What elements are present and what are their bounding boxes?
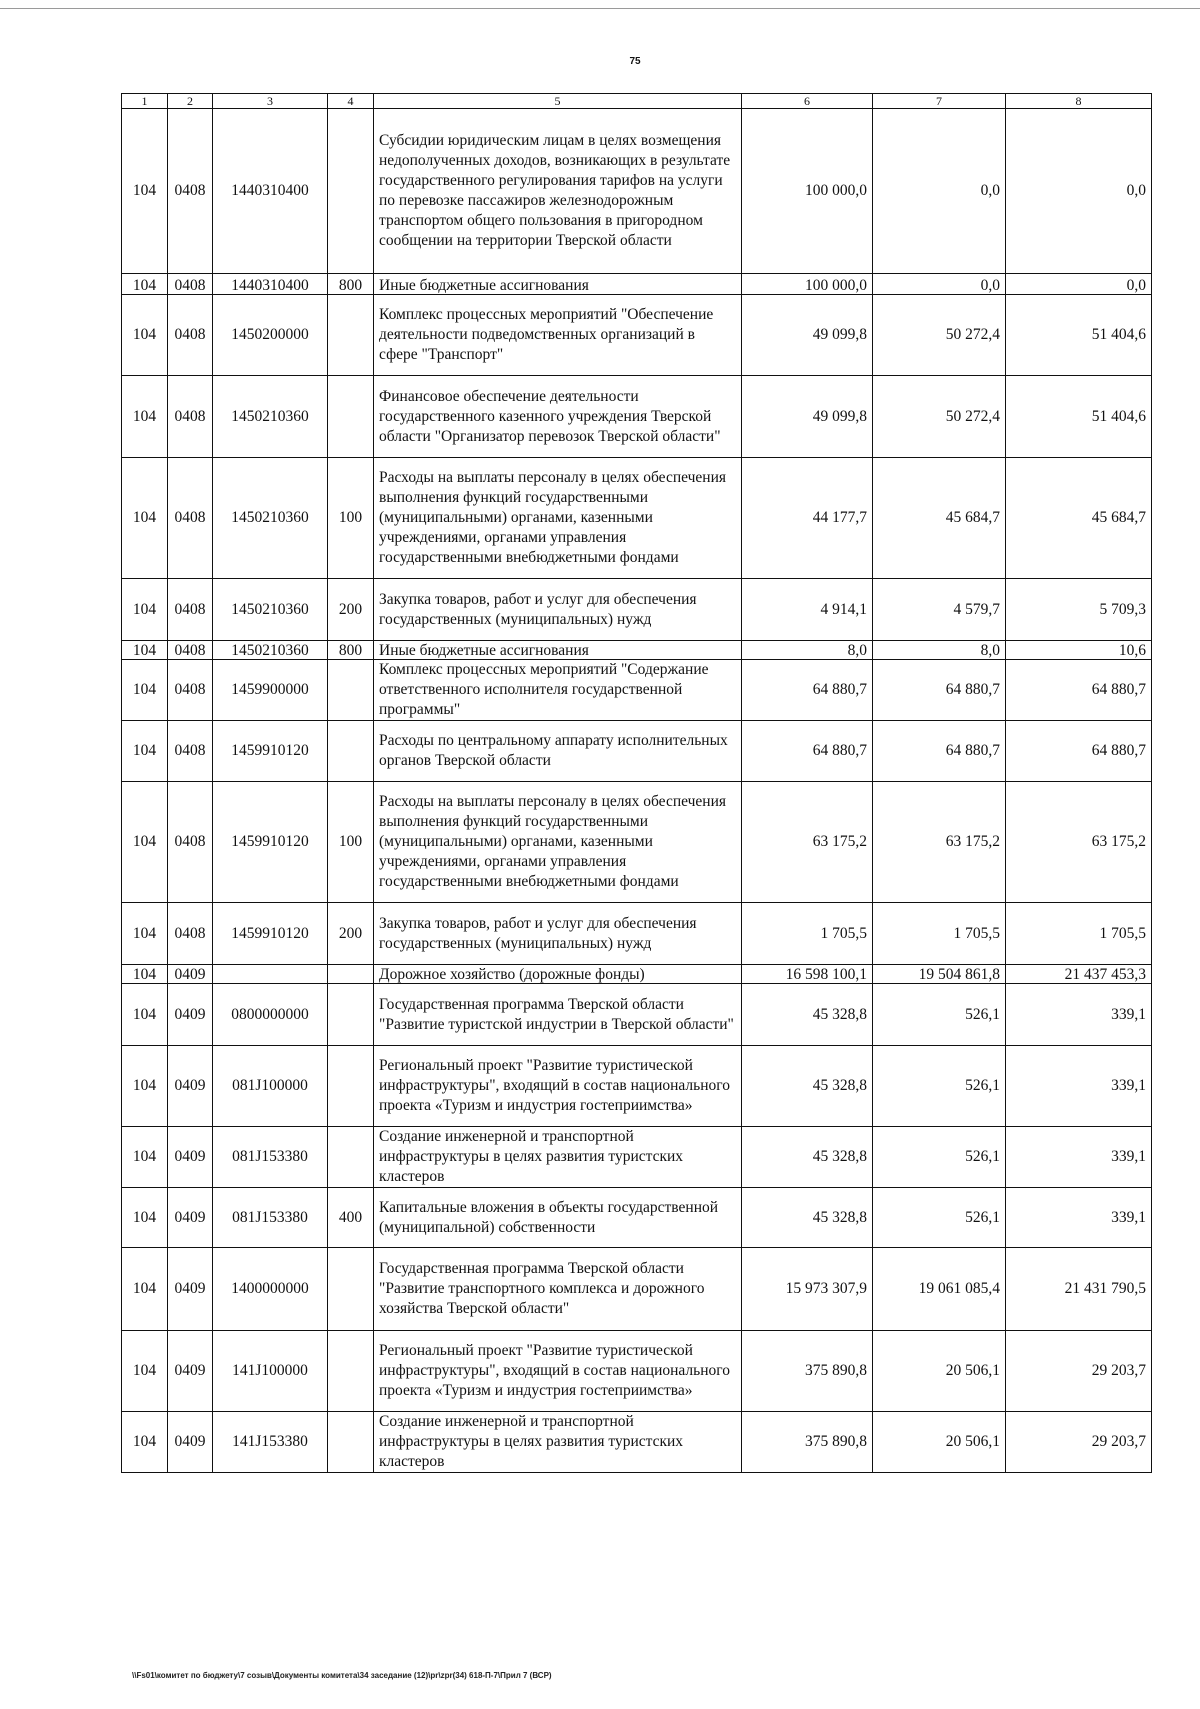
- table-row: [122, 1412, 1152, 1473]
- expense-type-cell: [328, 984, 374, 1046]
- target-article-cell: 081J100000: [213, 1046, 328, 1127]
- expense-type-cell: [328, 376, 374, 458]
- amount-year1-cell: 15 973 307,9: [742, 1248, 873, 1331]
- amount-year3-cell: 51 404,6: [1006, 295, 1152, 376]
- amount-year2-cell: 526,1: [873, 1127, 1006, 1188]
- table-row: [122, 782, 1152, 903]
- expense-type-cell: 100: [328, 782, 374, 903]
- page-number: 75: [629, 56, 641, 67]
- row-code-cell: 104: [122, 109, 168, 274]
- target-article-cell: 141J153380: [213, 1412, 328, 1473]
- row-code-cell: 104: [122, 1127, 168, 1188]
- amount-year2-cell: 8,0: [873, 641, 1006, 660]
- amount-year3-cell: 51 404,6: [1006, 376, 1152, 458]
- target-article-cell: 1450210360: [213, 458, 328, 579]
- section-code-cell: 0409: [168, 965, 213, 984]
- section-code-cell: 0408: [168, 458, 213, 579]
- row-code-cell: 104: [122, 458, 168, 579]
- row-code-cell: 104: [122, 579, 168, 641]
- amount-year1-cell: 375 890,8: [742, 1412, 873, 1473]
- amount-year2-cell: 45 684,7: [873, 458, 1006, 579]
- expense-type-cell: [328, 1046, 374, 1127]
- column-header: 6: [742, 94, 873, 109]
- amount-year1-cell: 49 099,8: [742, 295, 873, 376]
- table-row: [122, 641, 1152, 660]
- description-cell: Создание инженерной и транспортной инфраструктуры в целях развития туристских кластеров: [374, 1412, 742, 1473]
- amount-year1-cell: 4 914,1: [742, 579, 873, 641]
- row-code-cell: 104: [122, 965, 168, 984]
- table-row: [122, 965, 1152, 984]
- amount-year2-cell: 526,1: [873, 984, 1006, 1046]
- amount-year3-cell: 21 437 453,3: [1006, 965, 1152, 984]
- row-code-cell: 104: [122, 295, 168, 376]
- amount-year3-cell: 64 880,7: [1006, 721, 1152, 782]
- table-row: [122, 376, 1152, 458]
- scan-edge-line: [0, 8, 1200, 9]
- target-article-cell: 1459900000: [213, 660, 328, 721]
- section-code-cell: 0408: [168, 903, 213, 965]
- table-row: [122, 274, 1152, 295]
- row-code-cell: 104: [122, 721, 168, 782]
- amount-year2-cell: 19 504 861,8: [873, 965, 1006, 984]
- row-code-cell: 104: [122, 660, 168, 721]
- amount-year3-cell: 339,1: [1006, 984, 1152, 1046]
- expense-type-cell: [328, 1331, 374, 1412]
- section-code-cell: 0409: [168, 1248, 213, 1331]
- table-row: [122, 984, 1152, 1046]
- amount-year2-cell: 4 579,7: [873, 579, 1006, 641]
- table-row: [122, 903, 1152, 965]
- column-header: 4: [328, 94, 374, 109]
- column-header-row: [122, 94, 1152, 109]
- expense-type-cell: [328, 660, 374, 721]
- section-code-cell: 0408: [168, 641, 213, 660]
- table-row: [122, 1331, 1152, 1412]
- target-article-cell: 1459910120: [213, 721, 328, 782]
- row-code-cell: 104: [122, 1248, 168, 1331]
- amount-year2-cell: 50 272,4: [873, 295, 1006, 376]
- column-header: 7: [873, 94, 1006, 109]
- description-cell: Субсидии юридическим лицам в целях возмещения недополученных доходов, возникающих в результате государственного регулирования тарифов на услуги по перевозке пассажиров железнодорожным транспортом общего пользования в пригородном сообщении на территории Тверской области: [374, 109, 742, 274]
- amount-year1-cell: 8,0: [742, 641, 873, 660]
- section-code-cell: 0408: [168, 376, 213, 458]
- amount-year3-cell: 0,0: [1006, 274, 1152, 295]
- target-article-cell: [213, 965, 328, 984]
- expense-type-cell: [328, 1127, 374, 1188]
- target-article-cell: 081J153380: [213, 1127, 328, 1188]
- amount-year3-cell: 339,1: [1006, 1046, 1152, 1127]
- expense-type-cell: [328, 1248, 374, 1331]
- column-header: 8: [1006, 94, 1152, 109]
- amount-year2-cell: 63 175,2: [873, 782, 1006, 903]
- amount-year3-cell: 339,1: [1006, 1188, 1152, 1248]
- table-row: [122, 721, 1152, 782]
- table-row: [122, 109, 1152, 274]
- target-article-cell: 1450210360: [213, 376, 328, 458]
- column-header: 2: [168, 94, 213, 109]
- target-article-cell: 1459910120: [213, 782, 328, 903]
- amount-year3-cell: 1 705,5: [1006, 903, 1152, 965]
- amount-year1-cell: 64 880,7: [742, 721, 873, 782]
- expense-type-cell: 200: [328, 903, 374, 965]
- section-code-cell: 0409: [168, 1127, 213, 1188]
- amount-year3-cell: 5 709,3: [1006, 579, 1152, 641]
- row-code-cell: 104: [122, 984, 168, 1046]
- amount-year2-cell: 20 506,1: [873, 1412, 1006, 1473]
- description-cell: Создание инженерной и транспортной инфраструктуры в целях развития туристских кластеров: [374, 1127, 742, 1188]
- amount-year2-cell: 526,1: [873, 1188, 1006, 1248]
- expense-type-cell: [328, 109, 374, 274]
- expense-type-cell: [328, 295, 374, 376]
- description-cell: Расходы на выплаты персоналу в целях обеспечения выполнения функций государственными (муниципальными) органами, казенными учреждениями, органами управления государственными внебюджетными фондами: [374, 458, 742, 579]
- table-row: [122, 1188, 1152, 1248]
- amount-year1-cell: 16 598 100,1: [742, 965, 873, 984]
- target-article-cell: 1440310400: [213, 109, 328, 274]
- amount-year2-cell: 20 506,1: [873, 1331, 1006, 1412]
- amount-year2-cell: 64 880,7: [873, 660, 1006, 721]
- section-code-cell: 0408: [168, 660, 213, 721]
- target-article-cell: 1450200000: [213, 295, 328, 376]
- amount-year3-cell: 63 175,2: [1006, 782, 1152, 903]
- target-article-cell: 1459910120: [213, 903, 328, 965]
- table-row: [122, 458, 1152, 579]
- amount-year1-cell: 1 705,5: [742, 903, 873, 965]
- amount-year3-cell: 0,0: [1006, 109, 1152, 274]
- table-body: [122, 94, 1152, 1473]
- description-cell: Финансовое обеспечение деятельности государственного казенного учреждения Тверской области "Организатор перевозок Тверской области": [374, 376, 742, 458]
- table-row: [122, 1248, 1152, 1331]
- row-code-cell: 104: [122, 1412, 168, 1473]
- column-header: 5: [374, 94, 742, 109]
- expense-type-cell: 800: [328, 641, 374, 660]
- section-code-cell: 0409: [168, 1046, 213, 1127]
- amount-year1-cell: 63 175,2: [742, 782, 873, 903]
- amount-year1-cell: 375 890,8: [742, 1331, 873, 1412]
- target-article-cell: 1450210360: [213, 579, 328, 641]
- target-article-cell: 1450210360: [213, 641, 328, 660]
- amount-year1-cell: 44 177,7: [742, 458, 873, 579]
- target-article-cell: 081J153380: [213, 1188, 328, 1248]
- description-cell: Государственная программа Тверской области "Развитие туристской индустрии в Тверской области": [374, 984, 742, 1046]
- section-code-cell: 0408: [168, 295, 213, 376]
- row-code-cell: 104: [122, 274, 168, 295]
- section-code-cell: 0409: [168, 1188, 213, 1248]
- expense-type-cell: 100: [328, 458, 374, 579]
- section-code-cell: 0408: [168, 782, 213, 903]
- section-code-cell: 0408: [168, 579, 213, 641]
- target-article-cell: 141J100000: [213, 1331, 328, 1412]
- amount-year1-cell: 100 000,0: [742, 274, 873, 295]
- target-article-cell: 1440310400: [213, 274, 328, 295]
- target-article-cell: 0800000000: [213, 984, 328, 1046]
- amount-year1-cell: 45 328,8: [742, 1188, 873, 1248]
- amount-year2-cell: 0,0: [873, 274, 1006, 295]
- section-code-cell: 0409: [168, 1412, 213, 1473]
- row-code-cell: 104: [122, 782, 168, 903]
- amount-year3-cell: 29 203,7: [1006, 1412, 1152, 1473]
- section-code-cell: 0408: [168, 109, 213, 274]
- expense-type-cell: 800: [328, 274, 374, 295]
- section-code-cell: 0409: [168, 984, 213, 1046]
- amount-year1-cell: 45 328,8: [742, 1046, 873, 1127]
- expense-type-cell: 200: [328, 579, 374, 641]
- table-row: [122, 295, 1152, 376]
- file-path-footer: \\Fs01\комитет по бюджету\7 созыв\Документы комитета\34 заседание (12)\pr\zpr(34) 618-П-7\Прил 7 (ВСР): [132, 1671, 552, 1680]
- table-row: [122, 1127, 1152, 1188]
- description-cell: Дорожное хозяйство (дорожные фонды): [374, 965, 742, 984]
- amount-year3-cell: 45 684,7: [1006, 458, 1152, 579]
- row-code-cell: 104: [122, 903, 168, 965]
- amount-year2-cell: 1 705,5: [873, 903, 1006, 965]
- description-cell: Комплекс процессных мероприятий "Обеспечение деятельности подведомственных организаций в сфере "Транспорт": [374, 295, 742, 376]
- expense-type-cell: 400: [328, 1188, 374, 1248]
- table-row: [122, 1046, 1152, 1127]
- amount-year1-cell: 100 000,0: [742, 109, 873, 274]
- amount-year2-cell: 64 880,7: [873, 721, 1006, 782]
- amount-year3-cell: 10,6: [1006, 641, 1152, 660]
- section-code-cell: 0409: [168, 1331, 213, 1412]
- section-code-cell: 0408: [168, 274, 213, 295]
- row-code-cell: 104: [122, 376, 168, 458]
- expense-type-cell: [328, 1412, 374, 1473]
- amount-year1-cell: 64 880,7: [742, 660, 873, 721]
- description-cell: Региональный проект "Развитие туристической инфраструктуры", входящий в состав национального проекта «Туризм и индустрия гостеприимства»: [374, 1046, 742, 1127]
- target-article-cell: 1400000000: [213, 1248, 328, 1331]
- amount-year2-cell: 19 061 085,4: [873, 1248, 1006, 1331]
- amount-year1-cell: 45 328,8: [742, 1127, 873, 1188]
- row-code-cell: 104: [122, 1046, 168, 1127]
- table-row: [122, 660, 1152, 721]
- column-header: 1: [122, 94, 168, 109]
- amount-year3-cell: 29 203,7: [1006, 1331, 1152, 1412]
- table-row: [122, 579, 1152, 641]
- amount-year3-cell: 64 880,7: [1006, 660, 1152, 721]
- description-cell: Расходы по центральному аппарату исполнительных органов Тверской области: [374, 721, 742, 782]
- expense-type-cell: [328, 965, 374, 984]
- row-code-cell: 104: [122, 641, 168, 660]
- description-cell: Региональный проект "Развитие туристической инфраструктуры", входящий в состав национального проекта «Туризм и индустрия гостеприимства»: [374, 1331, 742, 1412]
- amount-year1-cell: 45 328,8: [742, 984, 873, 1046]
- description-cell: Капитальные вложения в объекты государственной (муниципальной) собственности: [374, 1188, 742, 1248]
- description-cell: Расходы на выплаты персоналу в целях обеспечения выполнения функций государственными (муниципальными) органами, казенными учреждениями, органами управления государственными внебюджетными фондами: [374, 782, 742, 903]
- description-cell: Иные бюджетные ассигнования: [374, 641, 742, 660]
- row-code-cell: 104: [122, 1331, 168, 1412]
- amount-year2-cell: 0,0: [873, 109, 1006, 274]
- description-cell: Комплекс процессных мероприятий "Содержание ответственного исполнителя государственной программы": [374, 660, 742, 721]
- section-code-cell: 0408: [168, 721, 213, 782]
- description-cell: Государственная программа Тверской области "Развитие транспортного комплекса и дорожного хозяйства Тверской области": [374, 1248, 742, 1331]
- amount-year2-cell: 50 272,4: [873, 376, 1006, 458]
- description-cell: Закупка товаров, работ и услуг для обеспечения государственных (муниципальных) нужд: [374, 579, 742, 641]
- amount-year3-cell: 339,1: [1006, 1127, 1152, 1188]
- column-header: 3: [213, 94, 328, 109]
- expense-type-cell: [328, 721, 374, 782]
- amount-year3-cell: 21 431 790,5: [1006, 1248, 1152, 1331]
- description-cell: Иные бюджетные ассигнования: [374, 274, 742, 295]
- row-code-cell: 104: [122, 1188, 168, 1248]
- description-cell: Закупка товаров, работ и услуг для обеспечения государственных (муниципальных) нужд: [374, 903, 742, 965]
- amount-year1-cell: 49 099,8: [742, 376, 873, 458]
- amount-year2-cell: 526,1: [873, 1046, 1006, 1127]
- budget-table: [121, 93, 1152, 1473]
